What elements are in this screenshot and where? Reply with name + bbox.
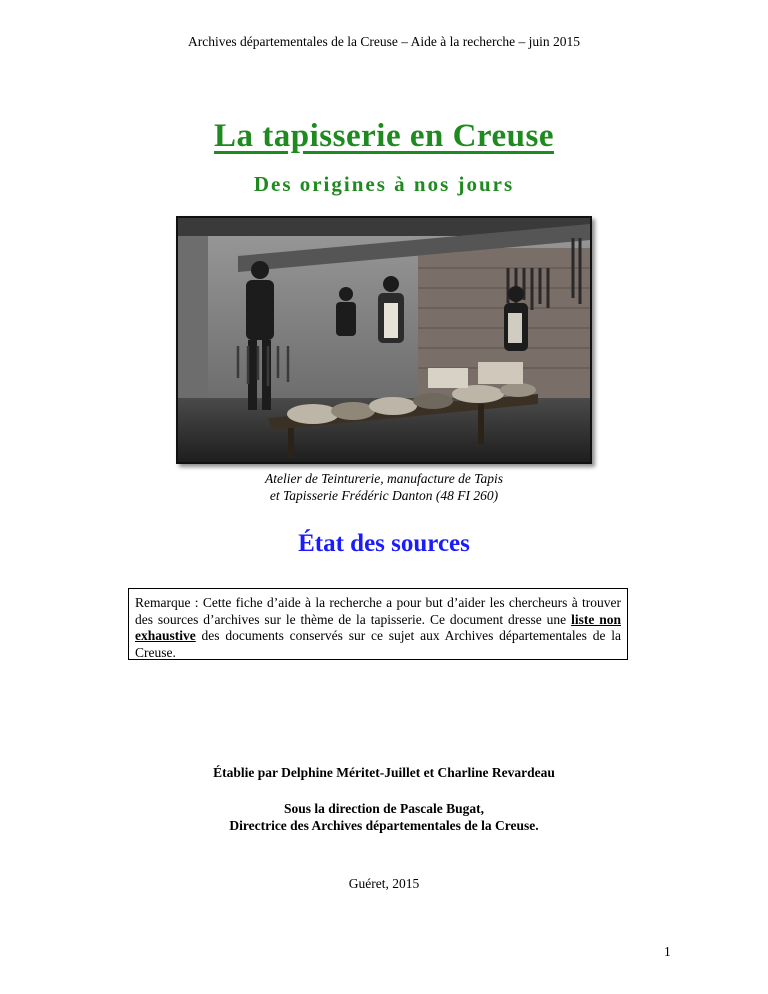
workshop-photo — [176, 216, 592, 464]
figure-caption-line-2: et Tapisserie Frédéric Danton (48 FI 260) — [269, 488, 499, 503]
figure-caption-line-1: Atelier de Teinturerie, manufacture de Tapis — [265, 471, 503, 486]
remark-box — [128, 588, 628, 660]
remark-text-after: des documents conservés sur ce sujet aux Archives départementales de la Creuse. — [135, 628, 621, 660]
workshop-photo-illustration — [178, 218, 590, 462]
running-header: Archives départementales de la Creuse – Aide à la recherche – juin 2015 — [187, 34, 581, 49]
document-subtitle: Des origines à nos jours — [253, 172, 515, 196]
page-number: 1 — [664, 944, 671, 959]
remark-text-before: Remarque : Cette fiche d’aide à la recherche a pour but d’aider les chercheurs à trouver des sources d’archives sur le thème de la tapisserie. Ce document dresse une — [135, 595, 621, 627]
direction-line-2: Directrice des Archives départementales de la Creuse. — [229, 818, 539, 833]
section-title: État des sources — [298, 530, 470, 557]
document-title: La tapisserie en Creuse — [214, 118, 554, 154]
figure-caption — [0, 470, 768, 504]
direction-credit — [0, 800, 768, 834]
direction-line-1: Sous la direction de Pascale Bugat, — [283, 801, 484, 816]
authors-credit: Établie par Delphine Méritet-Juillet et Charline Revardeau — [213, 765, 555, 780]
remark-emphasis: liste non exhaustive — [135, 611, 621, 643]
place-date: Guéret, 2015 — [348, 876, 420, 891]
